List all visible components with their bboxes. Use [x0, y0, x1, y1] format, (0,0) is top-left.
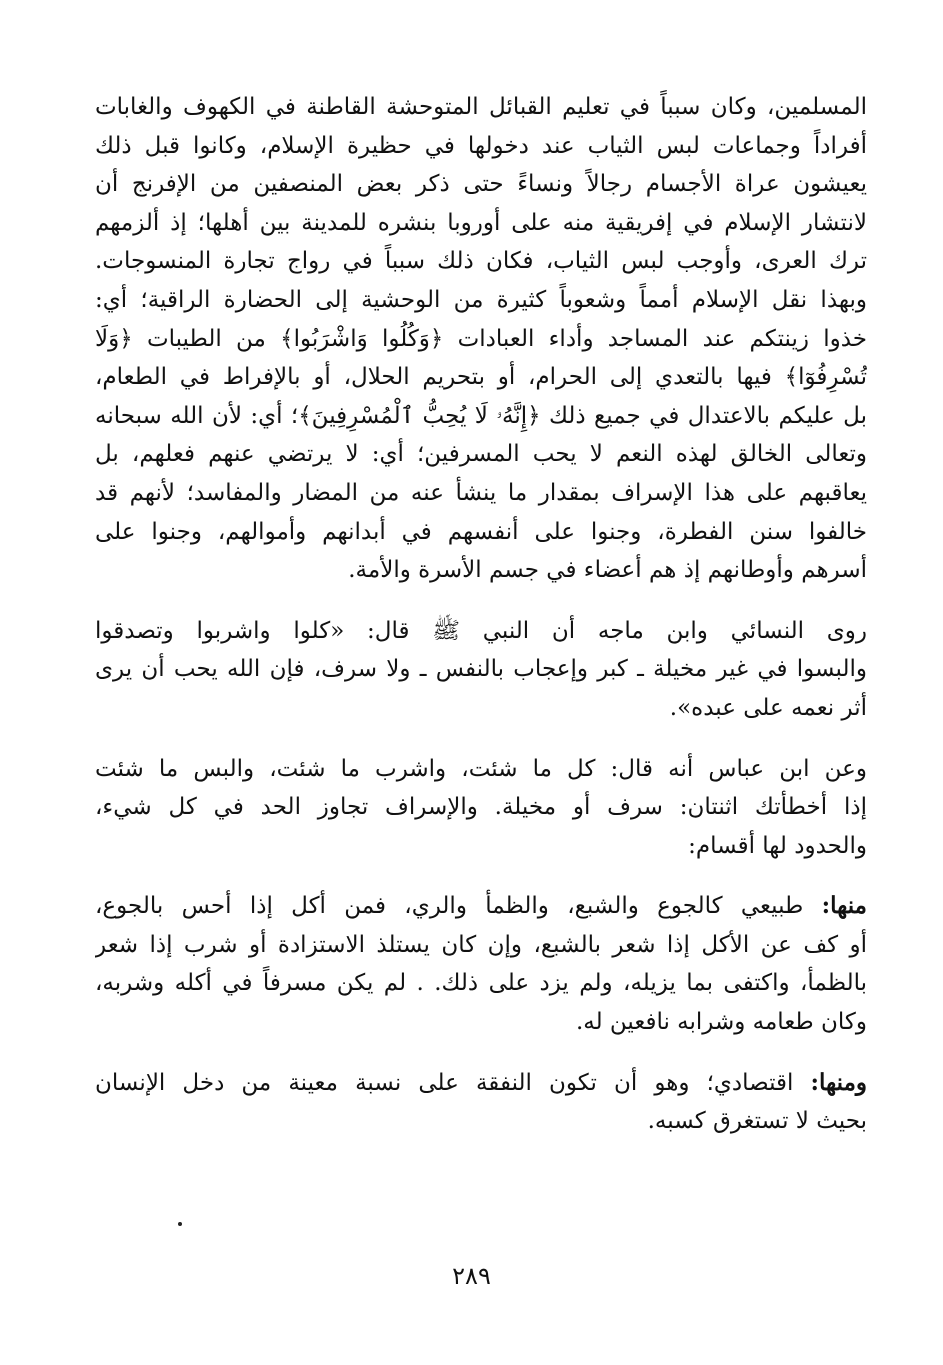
text-line: أو كف عن الأكل إذا شعر بالشبع، وإن كان يستلذ الاستزادة أو شرب إذا شعر: [95, 931, 867, 958]
text-line: وكان طعامه وشرابه نافعين له.: [575, 1009, 867, 1036]
paragraph-3: [95, 750, 867, 866]
text-line: ترك العرى، وأوجب لبس الثياب، فكان ذلك سبباً في رواج تجارة المنسوجات.: [95, 248, 867, 275]
paragraph-gap: [95, 728, 867, 750]
text-line: والحدود لها أقسام:: [688, 832, 867, 859]
page-number: ٢٨٩: [452, 1262, 491, 1290]
text-line-with-lead: [95, 1064, 867, 1103]
text-line: إذا أخطأتك اثنتان: سرف أو مخيلة. والإسراف تجاوز الحد في كل شيء،: [95, 794, 867, 821]
text-line: أسرهم وأوطانهم إذ هم أعضاء في جسم الأسرة والأمة.: [348, 557, 867, 584]
paragraph-gap: [95, 1042, 867, 1064]
text-line-with-lead: [95, 887, 867, 926]
text-line: بحيث لا تستغرق كسبه.: [647, 1108, 867, 1135]
text-line: خالفوا سنن الفطرة، وجنوا على أنفسهم في أبدانهم وأموالهم، وجنوا على: [95, 518, 867, 545]
text-line: المسلمين، وكان سبباً في تعليم القبائل المتوحشة القاطنة في الكهوف والغابات: [95, 94, 867, 120]
text-line: تُسْرِفُوٓا﴾ فيها بالتعدي إلى الحرام، أو بتحريم الحلال، أو بالإفراط في الطعام،: [95, 364, 867, 391]
text-line: أثر نعمه على عبده».: [669, 694, 867, 721]
text-line: خذوا زينتكم عند المساجد وأداء العبادات ﴿وَكُلُوا وَاشْرَبُوا﴾ من الطيبات ﴿وَلَا: [95, 325, 867, 352]
text-line: أفراداً وجماعات لبس الثياب عند دخولها في حظيرة الإسلام، وكانوا قبل ذلك: [95, 132, 867, 159]
text-line: اقتصادي؛ وهو أن تكون النفقة على نسبة معينة من دخل الإنسان: [95, 1069, 811, 1096]
text-line: يعيشون عراة الأجسام رجالاً ونساءً حتى ذكر بعض المنصفين من الإفرنج أن: [95, 171, 867, 198]
text-line: وبهذا نقل الإسلام أمماً وشعوباً كثيرة من الوحشية إلى الحضارة الراقية؛ أي:: [95, 286, 867, 313]
text-line: بل عليكم بالاعتدال في جميع ذلك ﴿إِنَّهُۥ لَا يُحِبُّ ٱلْمُسْرِفِينَ﴾؛ أي: لأن الله سبحانه: [95, 402, 867, 429]
lead-word: ومنها:: [810, 1068, 867, 1096]
text-line: يعاقبهم على هذا الإسراف بمقدار ما ينشأ عنه من المضار والمفاسد؛ لأنهم قد: [95, 479, 867, 506]
paragraph-2: [95, 612, 867, 728]
text-line: لانتشار الإسلام في إفريقية منه على أوروبا بنشره للمدينة بين أهلها؛ إذ ألزمهم: [95, 209, 867, 236]
page-body: [95, 88, 867, 1141]
paragraph-5: [95, 1064, 867, 1141]
text-line: روى النسائي وابن ماجه أن النبي ﷺ قال: «كلوا واشربوا وتصدقوا: [95, 617, 867, 644]
paragraph-gap: [95, 590, 867, 612]
text-line: بالظمأ، واكتفى بما يزيله، ولم يزد على ذلك. . لم يكن مسرفاً في أكله وشربه،: [95, 970, 867, 997]
text-line: وعن ابن عباس أنه قال: كل ما شئت، واشرب ما شئت، والبس ما شئت: [95, 755, 867, 782]
text-line: والبسوا في غير مخيلة ـ كبر وإعجاب بالنفس ـ ولا سرف، فإن الله يحب أن يرى: [95, 656, 867, 683]
text-line: وتعالى الخالق لهذه النعم لا يحب المسرفين؛ أي: لا يرتضي عنهم فعلهم، بل: [95, 441, 867, 468]
text-line: طبيعي كالجوع والشبع، والظمأ والري، فمن أكل إذا أحس بالجوع،: [95, 893, 822, 920]
paragraph-1: [95, 88, 867, 590]
stray-dot: [178, 1222, 182, 1226]
paragraph-gap: [95, 865, 867, 887]
lead-word: منها:: [821, 892, 867, 920]
paragraph-4: [95, 887, 867, 1041]
